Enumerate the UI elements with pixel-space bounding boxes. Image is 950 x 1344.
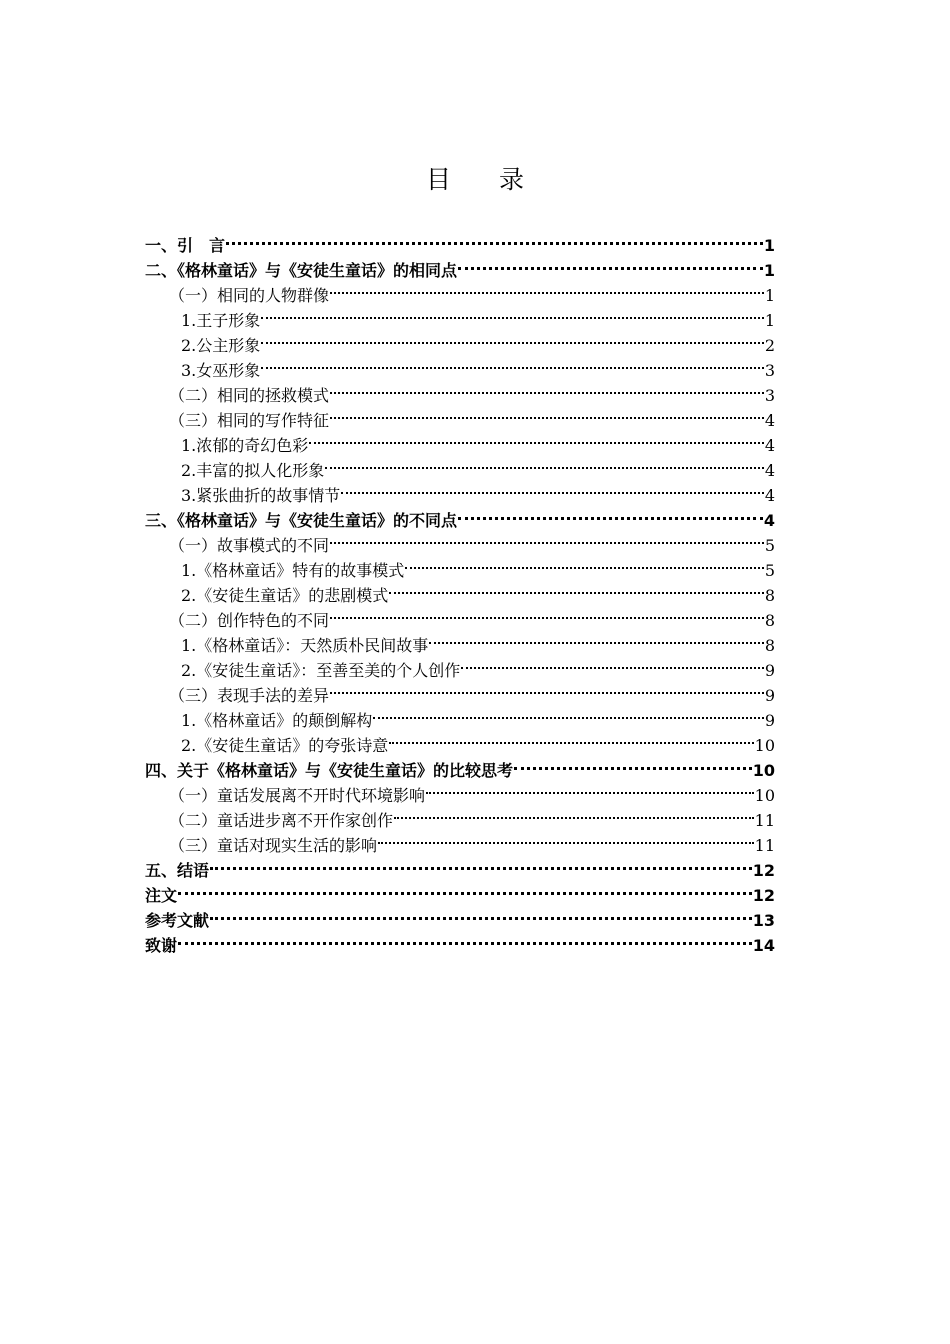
toc-entry-page-number: 11	[754, 811, 775, 830]
toc-entry	[145, 508, 775, 533]
toc-entry-page-number: 9	[764, 711, 775, 730]
toc-entry	[145, 908, 775, 933]
toc-entry	[145, 683, 775, 708]
toc-entry-page-number: 8	[764, 586, 775, 605]
toc-entry-label: 1.浓郁的奇幻色彩	[181, 436, 309, 455]
toc-entry-label: （二）相同的拯救模式	[169, 386, 330, 405]
toc-entry-page-number: 9	[764, 686, 775, 705]
dot-leader	[330, 291, 764, 294]
dot-leader	[514, 766, 752, 770]
dot-leader	[429, 641, 764, 644]
toc-entry	[145, 233, 775, 258]
toc-entry-page-number: 1	[763, 261, 775, 280]
toc-entry-page-number: 14	[752, 936, 775, 955]
toc-entry	[145, 783, 775, 808]
dot-leader	[426, 791, 754, 794]
toc-entry-page-number: 12	[752, 861, 775, 880]
toc-entry-label: 三、《格林童话》与《安徒生童话》的不同点	[145, 511, 458, 530]
toc-entry-page-number: 9	[764, 661, 775, 680]
toc-entry-page-number: 5	[764, 536, 775, 555]
toc-entry-label: 参考文献	[145, 911, 210, 930]
dot-leader	[378, 841, 754, 844]
toc-entry	[145, 458, 775, 483]
toc-entry	[145, 708, 775, 733]
toc-entry	[145, 258, 775, 283]
toc-entry-page-number: 1	[764, 311, 775, 330]
toc-entry	[145, 283, 775, 308]
toc-entry	[145, 533, 775, 558]
toc-entry-page-number: 10	[752, 761, 775, 780]
toc-entry-label: 1.《格林童话》：天然质朴民间故事	[181, 636, 429, 655]
title-char-2: 录	[499, 165, 525, 194]
toc-entry-page-number: 4	[764, 436, 775, 455]
toc-entry-label: 五、结语	[145, 861, 210, 880]
dot-leader	[330, 391, 764, 394]
dot-leader	[178, 941, 752, 945]
toc-entry-page-number: 4	[764, 461, 775, 480]
toc-entry	[145, 408, 775, 433]
toc-entry	[145, 433, 775, 458]
page-title	[0, 160, 950, 196]
toc-entry	[145, 933, 775, 958]
toc-entry-label: （三）相同的写作特征	[169, 411, 330, 430]
toc-entry-label: 注文	[145, 886, 178, 905]
toc-entry-page-number: 13	[752, 911, 775, 930]
table-of-contents	[145, 233, 775, 958]
dot-leader	[458, 516, 763, 520]
toc-entry-label: 3.女巫形象	[181, 361, 261, 380]
toc-entry	[145, 733, 775, 758]
toc-entry	[145, 833, 775, 858]
toc-entry-label: 3.紧张曲折的故事情节	[181, 486, 341, 505]
toc-entry-label: 2.《安徒生童话》：至善至美的个人创作	[181, 661, 461, 680]
toc-entry	[145, 883, 775, 908]
toc-entry-label: （二）童话进步离不开作家创作	[169, 811, 394, 830]
toc-entry-label: 二、《格林童话》与《安徒生童话》的相同点	[145, 261, 458, 280]
toc-entry-label: 四、关于《格林童话》与《安徒生童话》的比较思考	[145, 761, 514, 780]
toc-entry-page-number: 10	[754, 786, 775, 805]
toc-entry-label: 致谢	[145, 936, 178, 955]
dot-leader	[330, 691, 764, 694]
toc-entry-label: 1.《格林童话》的颠倒解构	[181, 711, 373, 730]
toc-entry-page-number: 10	[754, 736, 775, 755]
toc-entry	[145, 583, 775, 608]
toc-entry	[145, 858, 775, 883]
toc-entry-page-number: 4	[764, 486, 775, 505]
dot-leader	[389, 741, 753, 744]
toc-entry-page-number: 4	[764, 411, 775, 430]
toc-entry	[145, 758, 775, 783]
toc-entry-label: （三）表现手法的差异	[169, 686, 330, 705]
dot-leader	[226, 241, 763, 245]
dot-leader	[309, 441, 764, 444]
dot-leader	[330, 541, 764, 544]
toc-entry	[145, 808, 775, 833]
toc-entry	[145, 333, 775, 358]
dot-leader	[210, 916, 752, 920]
dot-leader	[330, 416, 764, 419]
toc-entry-label: 一、引 言	[145, 236, 226, 255]
dot-leader	[178, 891, 752, 895]
toc-entry	[145, 608, 775, 633]
toc-entry-page-number: 2	[764, 336, 775, 355]
title-char-1: 目	[425, 165, 451, 194]
toc-entry-page-number: 3	[764, 361, 775, 380]
dot-leader	[458, 266, 763, 270]
toc-entry-page-number: 3	[764, 386, 775, 405]
dot-leader	[394, 816, 754, 819]
dot-leader	[325, 466, 764, 469]
toc-entry	[145, 658, 775, 683]
toc-entry	[145, 483, 775, 508]
dot-leader	[373, 716, 764, 719]
dot-leader	[461, 666, 764, 669]
toc-entry-label: （二）创作特色的不同	[169, 611, 330, 630]
toc-entry-page-number: 4	[763, 511, 775, 530]
dot-leader	[389, 591, 764, 594]
toc-entry-page-number: 1	[763, 236, 775, 255]
dot-leader	[261, 316, 764, 319]
toc-entry-label: 1.《格林童话》特有的故事模式	[181, 561, 405, 580]
toc-entry-label: （三）童话对现实生活的影响	[169, 836, 378, 855]
toc-entry-page-number: 12	[752, 886, 775, 905]
toc-entry-label: （一）相同的人物群像	[169, 286, 330, 305]
toc-entry-label: （一）故事模式的不同	[169, 536, 330, 555]
toc-entry	[145, 633, 775, 658]
toc-entry	[145, 558, 775, 583]
dot-leader	[330, 616, 764, 619]
toc-entry-page-number: 1	[764, 286, 775, 305]
dot-leader	[341, 491, 764, 494]
toc-entry-label: 2.《安徒生童话》的夸张诗意	[181, 736, 389, 755]
toc-entry-page-number: 5	[764, 561, 775, 580]
toc-entry-label: （一）童话发展离不开时代环境影响	[169, 786, 426, 805]
toc-entry	[145, 358, 775, 383]
dot-leader	[210, 866, 752, 870]
toc-entry-label: 1.王子形象	[181, 311, 261, 330]
dot-leader	[405, 566, 764, 569]
toc-entry-label: 2.公主形象	[181, 336, 261, 355]
dot-leader	[261, 366, 764, 369]
toc-entry	[145, 383, 775, 408]
dot-leader	[261, 341, 764, 344]
toc-entry-page-number: 8	[764, 636, 775, 655]
toc-entry-label: 2.《安徒生童话》的悲剧模式	[181, 586, 389, 605]
toc-entry-page-number: 11	[754, 836, 775, 855]
toc-entry-label: 2.丰富的拟人化形象	[181, 461, 325, 480]
toc-entry-page-number: 8	[764, 611, 775, 630]
toc-entry	[145, 308, 775, 333]
